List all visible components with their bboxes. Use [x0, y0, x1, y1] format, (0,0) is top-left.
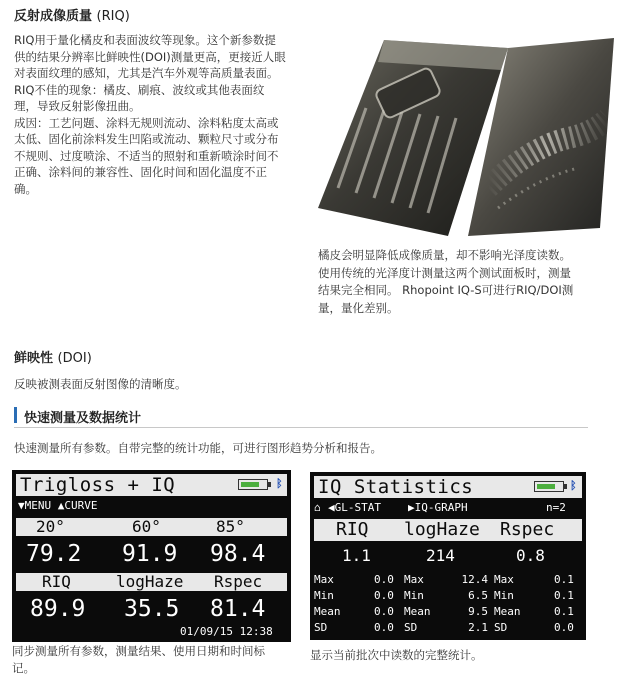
param-bar — [314, 519, 582, 541]
rspec-value: 81.4 — [210, 596, 266, 622]
param-loghaze: logHaze — [116, 572, 184, 591]
angle-85: 85° — [216, 517, 245, 536]
doi-description: 反映被测表面反射图像的清晰度。 — [14, 377, 187, 391]
section-title: 快速测量及数据统计 — [24, 411, 142, 426]
timestamp: 01/09/15 12:38 — [180, 625, 273, 638]
gloss-value-60: 91.9 — [122, 541, 178, 567]
photo-caption-line: 量，量化差别。 — [318, 300, 399, 315]
screen1-caption — [12, 643, 294, 677]
param-riq: RIQ — [336, 519, 369, 540]
param-loghaze: logHaze — [404, 519, 480, 540]
angle-60: 60° — [132, 517, 161, 536]
bluetooth-icon: ᛒ — [570, 479, 577, 492]
riq-heading-paren: (RIQ) — [96, 9, 130, 24]
gloss-value-20: 79.2 — [26, 541, 82, 567]
param-rspec: Rspec — [214, 572, 263, 591]
trigloss-screen — [12, 470, 291, 642]
angle-20: 20° — [36, 517, 65, 536]
riq-value: 89.9 — [30, 596, 86, 622]
photo-caption-line: 结果完全相同。 Rhopoint IQ-S可进行RIQ/DOI测 — [318, 283, 574, 297]
param-bar — [16, 573, 287, 591]
riq-heading — [14, 5, 130, 24]
param-riq: RIQ — [42, 572, 71, 591]
nav-gl-stat: ◀GL-STAT — [328, 501, 381, 514]
rspec-value: 0.8 — [516, 546, 545, 565]
battery-icon — [238, 479, 268, 490]
riq-line: 太低、固化前涂料发生凹陷或流动、颗粒尺寸或分布 — [14, 132, 279, 146]
section-accent — [14, 407, 17, 423]
stats-labels-col1: Max Min Mean SD — [314, 573, 341, 634]
screen-title: Trigloss + IQ — [20, 474, 176, 496]
bluetooth-icon: ᛒ — [276, 477, 283, 490]
doi-heading-paren: (DOI) — [57, 351, 92, 366]
fast-measure-description: 快速测量所有参数。自带完整的统计功能，可进行图形趋势分析和报告。 — [14, 441, 382, 455]
screen-title: IQ Statistics — [318, 476, 474, 498]
home-icon: ⌂ — [314, 501, 321, 514]
stats-riq: 0.0 0.0 0.0 0.0 — [374, 573, 394, 634]
riq-line: 理，导致反射影像扭曲。 — [14, 99, 141, 113]
riq-heading-main: 反射成像质量 — [14, 9, 93, 24]
riq-line: 对表面纹理的感知，尤其是汽车外观等高质量表面。 — [14, 66, 279, 80]
riq-line: RIQ用于量化橘皮和表面波纹等现象。这个新参数提 — [14, 33, 276, 47]
riq-line: 正确、涂料间的兼容性、固化时间和固化温度不正 — [14, 165, 267, 179]
orange-peel-panels-photo — [318, 38, 614, 238]
riq-line: 确。 — [14, 181, 37, 196]
iq-statistics-screen — [310, 472, 586, 640]
photo-caption — [318, 247, 586, 317]
riq-line: RIQ不佳的现象：橘皮、刷痕、波纹或其他表面纹 — [14, 82, 265, 97]
screen1-caption-line: 记。 — [12, 661, 35, 675]
screen-title-bar — [314, 476, 582, 498]
screen2-caption: 显示当前批次中读数的完整统计。 — [310, 648, 483, 662]
stats-rspec: 0.1 0.1 0.1 0.0 — [554, 573, 574, 634]
doi-heading — [14, 347, 92, 366]
screen-title-bar — [16, 474, 287, 496]
stats-loghaze: 12.4 6.5 9.5 2.1 — [461, 573, 488, 634]
panels-illustration — [318, 38, 614, 238]
photo-caption-line: 使用传统的光泽度计测量这两个测试面板时，测量 — [318, 265, 571, 280]
loghaze-value: 214 — [426, 546, 455, 565]
riq-line: 成因：工艺问题、涂料无规则流动、涂料粘度太高或 — [14, 115, 279, 130]
stats-labels-col2: Max Min Mean SD — [404, 573, 431, 634]
param-rspec: Rspec — [500, 519, 555, 540]
riq-line: 不规则、过度喷涂、不适当的照射和重新喷涂时间不 — [14, 148, 279, 163]
fast-measure-section-header — [14, 404, 588, 428]
riq-line: 供的结果分辨率比鲜映性(DOI)测量更高，更接近人眼 — [14, 49, 286, 64]
stats-labels-col3: Max Min Mean SD — [494, 573, 521, 634]
loghaze-value: 35.5 — [124, 596, 180, 622]
gloss-value-85: 98.4 — [210, 541, 266, 567]
riq-value: 1.1 — [342, 546, 371, 565]
screen1-caption-line: 同步测量所有参数，测量结果、使用日期和时间标 — [12, 644, 265, 658]
menu-line: ▼MENU ▲CURVE — [18, 499, 98, 512]
photo-caption-line: 橘皮会明显降低成像质量，却不影响光泽度读数。 — [318, 248, 571, 262]
reading-count: n=2 — [546, 501, 566, 514]
battery-icon — [534, 481, 564, 492]
riq-description — [14, 32, 314, 197]
nav-iq-graph: ▶IQ-GRAPH — [408, 501, 468, 514]
angle-bar — [16, 518, 287, 536]
doi-heading-main: 鲜映性 — [14, 351, 54, 366]
